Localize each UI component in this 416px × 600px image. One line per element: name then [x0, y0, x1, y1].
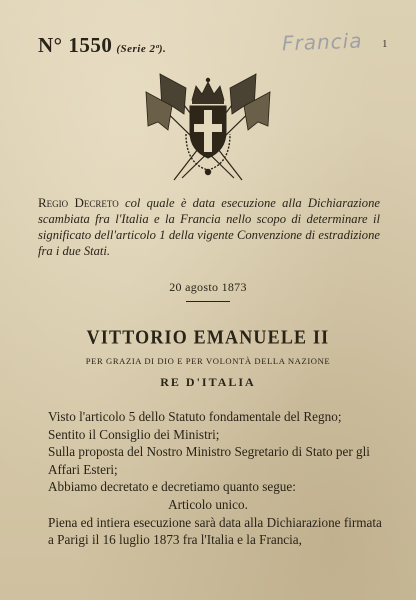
decree-series: (Serie 2ª). [116, 43, 167, 55]
body-paragraph: Sentito il Consiglio dei Ministri; [48, 426, 220, 442]
body-paragraph: Piena ed intiera esecuzione sarà data alla Dichiarazione firmata a Parigi il 16 luglio 1873 fra l'Italia e la Francia, [48, 514, 382, 548]
decree-number [38, 33, 166, 58]
savoy-royal-arms-icon [138, 66, 278, 184]
decree-date: 20 agosto 1873 [169, 280, 247, 294]
summary-lead: Regio Decreto [38, 195, 119, 210]
handwritten-annotation: Francia [281, 28, 363, 56]
body-paragraph: Abbiamo decretato e decretiamo quanto segue: [48, 479, 296, 495]
summary-text: col quale è data esecuzione alla Dichiarazione scambiata fra l'Italia e la Francia nello scopo di determinare il significato dell'articolo 1 della vigente Convenzione di estradizione fra i due Stati. [38, 196, 380, 258]
page-number: 1 [382, 38, 388, 50]
article-heading: Articolo unico. [168, 496, 248, 512]
decree-summary [38, 195, 380, 259]
sovereign-title: RE D'ITALIA [160, 375, 256, 389]
decree-number-label: N° 1550 [38, 33, 113, 57]
sovereign-name: VITTORIO EMANUELE II [86, 325, 330, 349]
sovereign-formula: PER GRAZIA DI DIO E PER VOLONTÀ DELLA NAZIONE [85, 356, 331, 366]
body-paragraph: Sulla proposta del Nostro Ministro Segretario di Stato per gli Affari Esteri; [48, 444, 370, 477]
divider-rule [186, 301, 230, 302]
body-paragraph: Visto l'articolo 5 dello Statuto fondamentale del Regno; [48, 409, 342, 424]
decree-body [32, 408, 384, 549]
